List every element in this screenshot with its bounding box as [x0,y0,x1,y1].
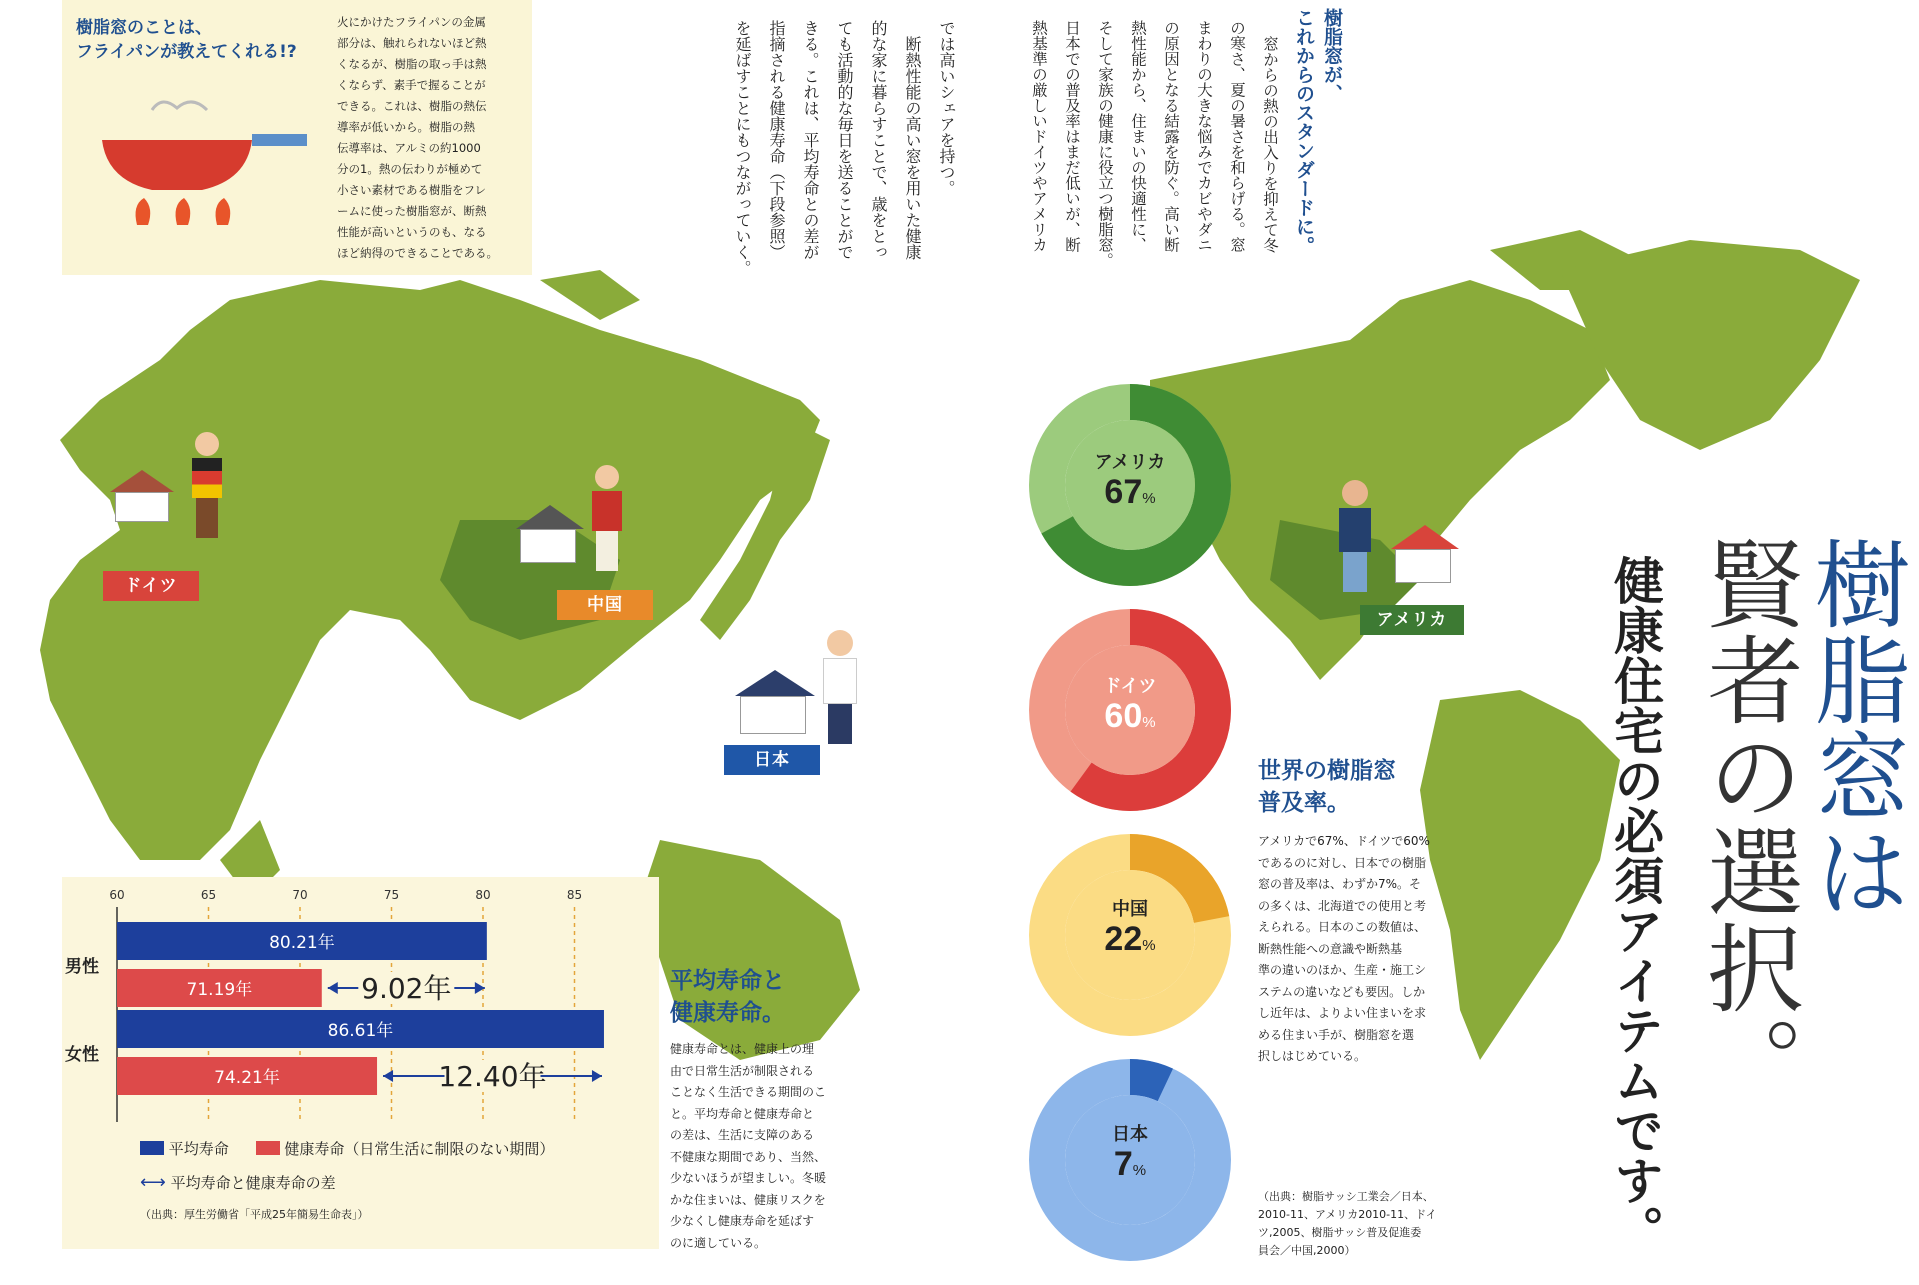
donut-label-china: 中国 22% [1104,899,1156,958]
main-title-line2: 賢者の選択。 [1692,535,1804,1111]
bar-value-label: 74.21年 [214,1068,280,1088]
standard-heading: 樹脂窓が、 これからのスタンダードに。 [1293,8,1343,255]
x-tick-label: 70 [292,888,308,902]
group-label: 女性 [65,1045,99,1065]
main-subtitle: 健康住宅の必須アイテムです。 [1606,555,1664,1255]
lifespan-heading: 平均寿命と 健康寿命。 [670,968,785,1026]
center-column-text: では高いシェアを持つ。 断熱性能の高い窓を用いた健康 的な家に暮らすことで、歳をとっ ても活動的な毎日を送ることがで きる。これは、平均寿命との差が 指摘される健康寿命（下段参照） を延ばすことにもつながっていく。 [733,20,956,276]
difference-label: 9.02年 [361,972,452,1005]
map-label-america: アメリカ [1360,605,1464,635]
person-japan-icon [820,630,860,750]
x-tick-label: 65 [200,888,217,902]
person-germany-icon [190,432,224,547]
map-label-china: 中国 [557,590,653,620]
house-america-icon [1395,525,1455,585]
frypan-title: 樹脂窓のことは、 フライパンが教えてくれる!? [76,18,297,62]
difference-label: 12.40年 [438,1060,547,1093]
main-title-line1: 樹脂窓は [1799,535,1911,919]
map-label-germany: ドイツ [103,571,199,601]
legend-healthy-swatch [256,1141,280,1155]
frypan-icon [82,90,312,230]
legend-average-label: 平均寿命 [168,1140,229,1158]
house-germany-icon [115,470,170,520]
legend-healthy-label: 健康寿命（日常生活に制限のない期間） [284,1140,555,1158]
diffusion-section [1258,755,1468,1260]
legend-average-swatch [140,1141,164,1155]
bar-value-label: 86.61年 [327,1021,394,1041]
house-japan-icon [740,670,810,735]
map-label-japan: 日本 [724,745,820,775]
legend-diff-arrow-icon: ⟷ [140,1172,166,1193]
person-china-icon [590,465,624,580]
diffusion-heading: 世界の樹脂窓 普及率。 [1258,758,1396,816]
frypan-body: 火にかけたフライパンの金属 部分は、触れられないほど熱 くなるが、樹脂の取っ手は熱 くならず、素手で握ることが できる。これは、樹脂の熱伝 導率が低いから。樹脂の熱 伝導率は、アルミの約1000 分の1。熱の伝わりが極めて 小さい素材である樹脂をフレ ームに使った樹脂窓が、断熱 性能が高いというのも、なる ほど納得のできることである。 [337,15,498,260]
x-tick-label: 85 [566,888,583,902]
lifespan-legend [140,1135,554,1229]
legend-diff-label: 平均寿命と健康寿命の差 [170,1174,336,1192]
bar-value-label: 71.19年 [186,980,253,1000]
donut-label-germany: ドイツ 60% [1103,676,1157,735]
lifespan-section [670,965,870,1254]
house-china-icon [520,505,580,565]
x-tick-label: 80 [475,888,491,902]
frypan-box [62,0,532,275]
lifespan-source: （出典：厚生労働省「平成25年簡易生命表」） [140,1208,369,1221]
group-label: 男性 [65,957,99,977]
x-tick-label: 60 [109,888,125,902]
bar-value-label: 80.21年 [269,933,335,953]
diffusion-source: （出典：樹脂サッシ工業会／日本、 2010-11、アメリカ2010-11、ドイ ツ,2005、樹脂サッシ普及促進委 員会／中国,2000） [1258,1189,1437,1257]
donut-label-america: アメリカ 67% [1094,452,1166,511]
standard-body: 窓からの熱の出入りを抑えて冬 の寒さ、夏の暑さを和らげる。窓 まわりの大きな悩みでカビやダニ の原因となる結露を防ぐ。高い断 熱性能から、住まいの快適性に、 そして家族の健康に役立つ樹脂窓。 日本での普及率はまだ低いが、断 熱基準の厳しいドイツやアメリカ [1030,20,1279,268]
person-america-icon [1335,480,1375,600]
donut-label-japan: 日本 7% [1112,1124,1148,1183]
lifespan-body: 健康寿命とは、健康上の理 由で日常生活が制限される ことなく生活できる期間のこ と。平均寿命と健康寿命と の差は、生活に支障のある 不健康な期間であり、当然、 少ないほうが望ましい。冬暖 かな住まいは、健康リスクを 少なくし健康寿命を延ばす のに適している。 [670,1042,827,1250]
diffusion-body: アメリカで67%、ドイツで60% であるのに対し、日本での樹脂 窓の普及率は、わずか7%。そ の多くは、北海道での使用と考 えられる。日本のこの数値は、 断熱性能への意識や断熱基 準の違いのほか、生産・施工シ ステムの違いなども要因。しか し近年は、よりよい住まいを求 める住まい手が、樹脂窓を選 択しはじめている。 [1258,834,1430,1063]
x-tick-label: 75 [383,888,400,902]
